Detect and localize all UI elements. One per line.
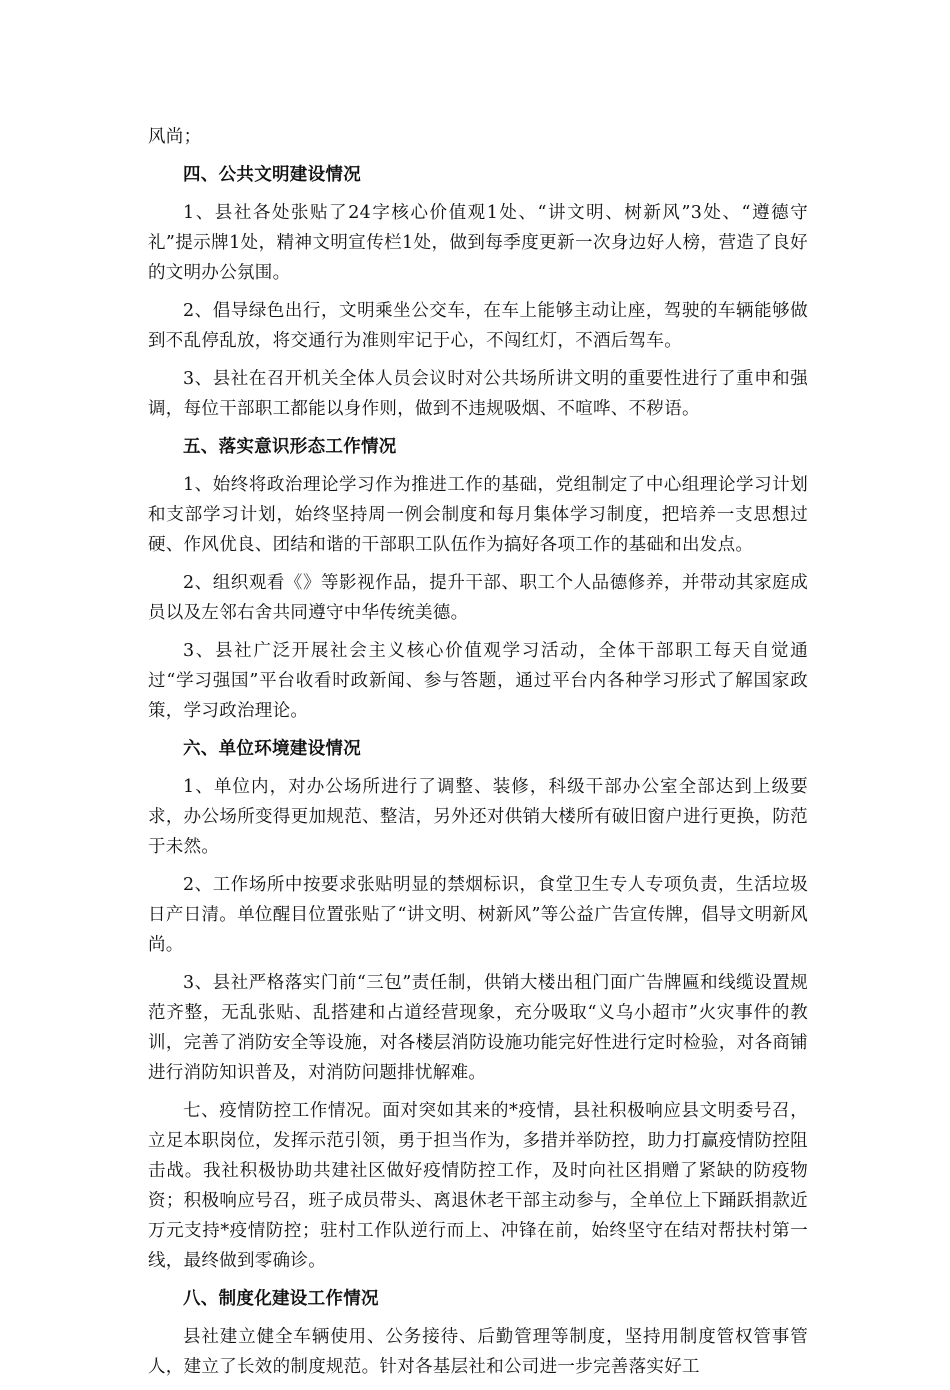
paragraph: 七、疫情防控工作情况。面对突如其来的*疫情，县社积极响应县文明委号召，立足本职岗位，发挥示范引领，勇于担当作为，多措并举防控，助力打赢疫情防控阻击战。我社积极协助共建社区做好疫情防控工作，及时向社区捐赠了紧缺的防疫物资；积极响应号召，班子成员带头、离退休老干部主动参与，全单位上下踊跃捐款近万元支持*疫情防控；驻村工作队逆行而上、冲锋在前，始终坚守在结对帮扶村第一线，最终做到零确诊。 xyxy=(148,1101,808,1271)
paragraph: 2、倡导绿色出行，文明乘坐公交车，在车上能够主动让座，驾驶的车辆能够做到不乱停乱放，将交通行为准则牢记于心，不闯红灯，不酒后驾车。 xyxy=(148,301,808,351)
paragraph: 1、县社各处张贴了24字核心价值观1处、“讲文明、树新风”3处、“遵德守礼”提示牌1处，精神文明宣传栏1处，做到每季度更新一次身边好人榜，营造了良好的文明办公氛围。 xyxy=(148,203,808,283)
paragraph: 风尚； xyxy=(148,127,202,147)
paragraph: 1、单位内，对办公场所进行了调整、装修，科级干部办公室全部达到上级要求，办公场所变得更加规范、整洁，另外还对供销大楼所有破旧窗户进行更换，防范于未然。 xyxy=(148,777,808,857)
document-page xyxy=(148,122,808,1390)
paragraph: 3、县社在召开机关全体人员会议时对公共场所讲文明的重要性进行了重申和强调，每位干部职工都能以身作则，做到不违规吸烟、不喧哗、不秽语。 xyxy=(148,369,808,419)
paragraph: 3、县社广泛开展社会主义核心价值观学习活动，全体干部职工每天自觉通过“学习强国”平台收看时政新闻、参与答题，通过平台内各种学习形式了解国家政策，学习政治理论。 xyxy=(148,641,808,721)
paragraph: 2、组织观看《》等影视作品，提升干部、职工个人品德修养，并带动其家庭成员以及左邻右舍共同遵守中华传统美德。 xyxy=(148,573,808,623)
section-heading: 五、落实意识形态工作情况 xyxy=(183,437,397,457)
paragraph: 3、县社严格落实门前“三包”责任制，供销大楼出租门面广告牌匾和线缆设置规范齐整，无乱张贴、乱搭建和占道经营现象，充分吸取“义乌小超市”火灾事件的教训，完善了消防安全等设施，对各楼层消防设施功能完好性进行定时检验，对各商铺进行消防知识普及，对消防问题排忧解难。 xyxy=(148,973,808,1083)
paragraph: 1、始终将政治理论学习作为推进工作的基础，党组制定了中心组理论学习计划和支部学习计划，始终坚持周一例会制度和每月集体学习制度，把培养一支思想过硬、作风优良、团结和谐的干部职工队伍作为搞好各项工作的基础和出发点。 xyxy=(148,475,808,555)
section-heading: 八、制度化建设工作情况 xyxy=(183,1289,379,1309)
paragraph: 县社建立健全车辆使用、公务接待、后勤管理等制度，坚持用制度管权管事管人，建立了长效的制度规范。针对各基层社和公司进一步完善落实好工 xyxy=(148,1327,808,1377)
section-heading: 四、公共文明建设情况 xyxy=(183,165,361,185)
section-heading: 六、单位环境建设情况 xyxy=(183,739,361,759)
paragraph: 2、工作场所中按要求张贴明显的禁烟标识，食堂卫生专人专项负责，生活垃圾日产日清。单位醒目位置张贴了“讲文明、树新风”等公益广告宣传牌，倡导文明新风尚。 xyxy=(148,875,808,955)
